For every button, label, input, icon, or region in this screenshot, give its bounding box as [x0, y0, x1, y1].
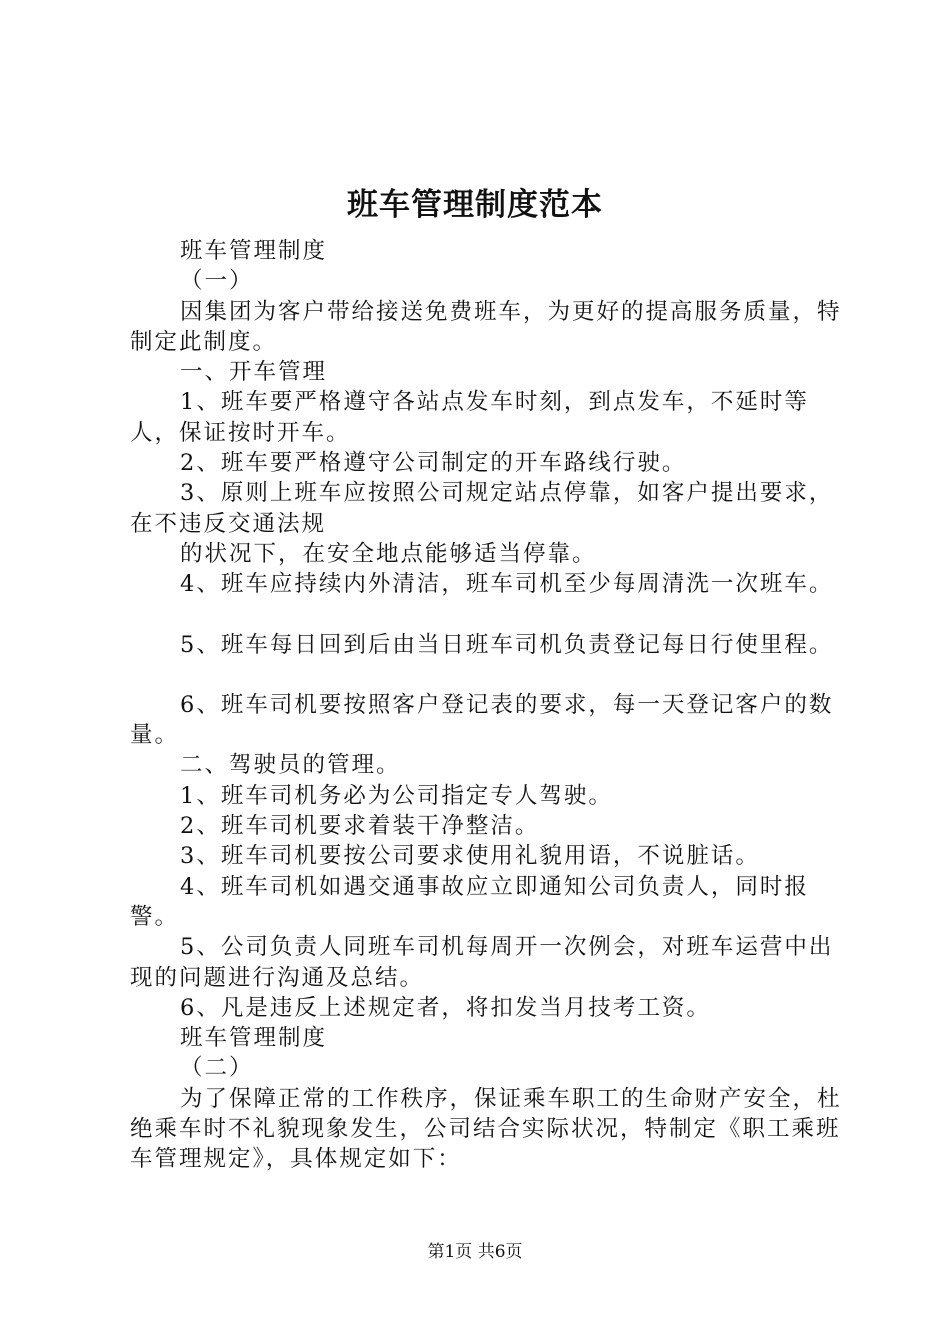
section-heading: 班车管理制度 — [180, 1025, 328, 1052]
list-item: 2、班车司机要求着装干净整洁。 — [180, 813, 540, 840]
subsection-heading: 一、开车管理 — [180, 359, 328, 386]
list-item: 1、班车要严格遵守各站点发车时刻，到点发车，不延时等人，保证按时开车。 — [130, 389, 809, 446]
list-item: 3、原则上班车应按照公司规定站点停靠，如客户提出要求，在不违反交通法规 — [130, 480, 834, 537]
page-footer: 第1页 共6页 — [427, 1242, 523, 1262]
paragraph: 因集团为客户带给接送免费班车，为更好的提高服务质量，特制定此制度。 — [130, 298, 842, 355]
list-item: 1、班车司机务必为公司指定专人驾驶。 — [180, 782, 613, 809]
list-item: 6、班车司机要按照客户登记表的要求，每一天登记客户的数量。 — [130, 691, 834, 749]
section-number: （一） — [180, 268, 254, 295]
section-number: （二） — [180, 1055, 254, 1082]
list-item: 4、班车应持续内外清洁，班车司机至少每周清洗一次班车。 — [180, 571, 834, 598]
list-item: 2、班车要严格遵守公司制定的开车路线行驶。 — [180, 450, 687, 477]
subsection-heading: 二、驾驶员的管理。 — [180, 752, 401, 779]
list-item: 4、班车司机如遇交通事故应立即通知公司负责人，同时报警。 — [130, 873, 809, 930]
list-item: 3、班车司机要按公司要求使用礼貌用语，不说脏话。 — [180, 843, 760, 870]
section-heading: 班车管理制度 — [180, 238, 328, 264]
document-body — [130, 236, 845, 1175]
paragraph: 为了保障正常的工作秩序，保证乘车职工的生命财产安全，杜绝乘车时不礼貌现象发生，公司结合实际状况，特制定《职工乘班车管理规定》，具体规定如下： — [130, 1085, 842, 1173]
list-item: 6、凡是违反上述规定者，将扣发当月技考工资。 — [180, 994, 711, 1021]
document-title: 班车管理制度范本 — [347, 187, 603, 223]
list-item: 5、公司负责人同班车司机每周开一次例会，对班车运营中出现的问题进行沟通及总结。 — [130, 934, 834, 991]
list-item: 5、班车每日回到后由当日班车司机负责登记每日行使里程。 — [180, 631, 834, 658]
list-item-continuation: 的状况下，在安全地点能够适当停靠。 — [180, 540, 597, 567]
